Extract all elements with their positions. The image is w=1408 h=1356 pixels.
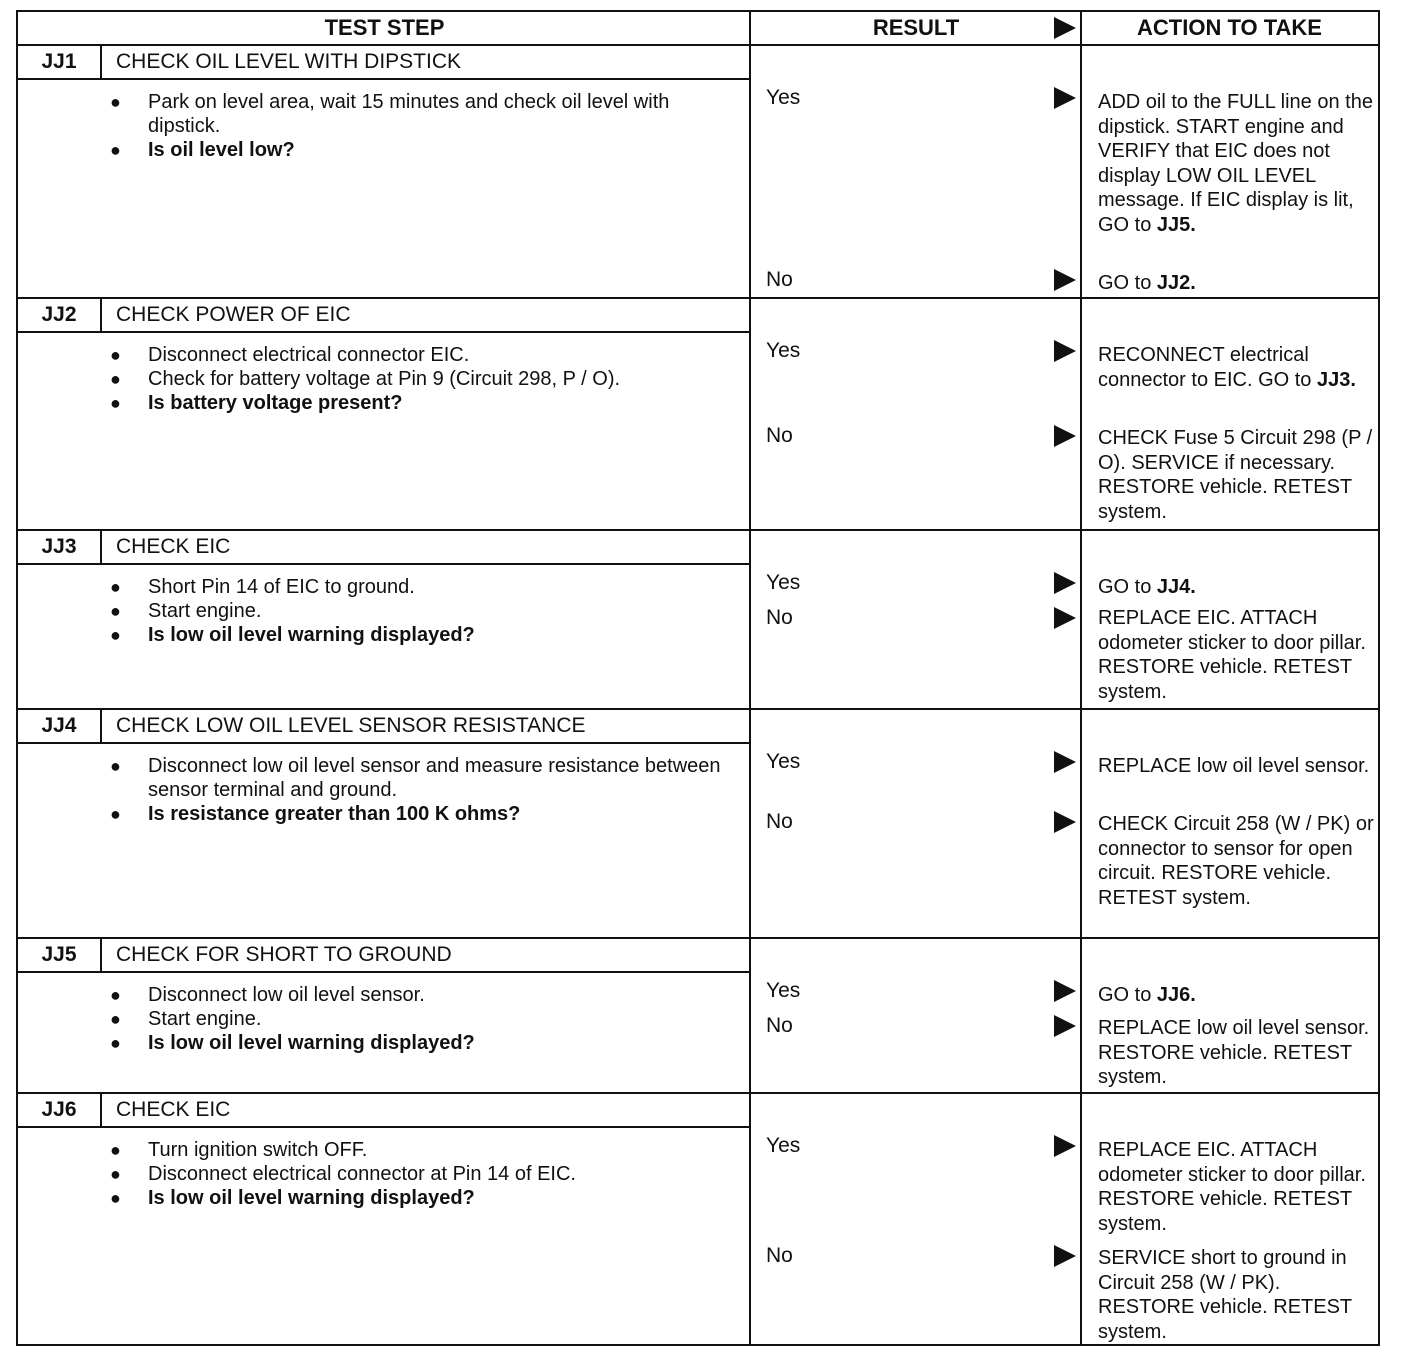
step-instruction: ● Turn ignition switch OFF. (110, 1138, 730, 1162)
yes-arrow-icon (1054, 1135, 1076, 1157)
step-question: ● Is oil level low? (110, 138, 730, 162)
step-instruction: ● Start engine. (110, 599, 730, 623)
step-instructions (110, 1138, 730, 1210)
result-yes: Yes (766, 1134, 801, 1157)
result-yes: Yes (766, 571, 801, 594)
yes-arrow-icon (1054, 572, 1076, 594)
step-id: JJ3 (18, 531, 102, 563)
step-reference: JJ6. (1156, 984, 1196, 1006)
no-arrow-icon (1054, 269, 1076, 291)
step-id: JJ2 (18, 299, 102, 331)
step-instruction: ● Disconnect electrical connector EIC. (110, 343, 730, 367)
step-header (18, 710, 751, 744)
no-arrow-icon (1054, 425, 1076, 447)
action-yes: GO to JJ4. (1098, 576, 1196, 598)
step-title: CHECK LOW OIL LEVEL SENSOR RESISTANCE (116, 714, 586, 737)
step-instruction: ● Disconnect low oil level sensor and measure resistance between sensor terminal and ground. (110, 754, 730, 802)
step-title: CHECK EIC (116, 1098, 231, 1121)
step-reference: JJ5. (1156, 213, 1196, 236)
result-no: No (766, 268, 793, 291)
step-reference: JJ3. (1316, 368, 1356, 391)
action-no: CHECK Circuit 258 (W / PK) or connector to sensor for open circuit. RESTORE vehicle. RETEST system. (1098, 813, 1374, 909)
yes-arrow-icon (1054, 87, 1076, 109)
table-row (18, 1094, 1378, 1348)
table-row (18, 299, 1378, 531)
step-instruction: ● Start engine. (110, 1007, 730, 1031)
step-title: CHECK POWER OF EIC (116, 303, 351, 326)
step-id: JJ4 (18, 710, 102, 742)
step-header (18, 46, 751, 80)
header-result: RESULT (751, 12, 1081, 46)
step-reference: JJ4. (1156, 576, 1196, 598)
yes-arrow-icon (1054, 340, 1076, 362)
step-instruction: ● Disconnect low oil level sensor. (110, 983, 730, 1007)
action-no: SERVICE short to ground in Circuit 258 (W / PK). RESTORE vehicle. RETEST system. (1098, 1247, 1352, 1343)
step-instruction: ● Check for battery voltage at Pin 9 (Circuit 298, P / O). (110, 367, 730, 391)
step-title: CHECK EIC (116, 535, 231, 558)
step-header (18, 531, 751, 565)
header-action: ACTION TO TAKE (1081, 12, 1378, 46)
step-title: CHECK OIL LEVEL WITH DIPSTICK (116, 50, 462, 73)
step-instructions (110, 754, 730, 826)
result-yes: Yes (766, 86, 801, 109)
result-no: No (766, 1014, 793, 1037)
step-instructions (110, 983, 730, 1055)
step-header (18, 299, 751, 333)
result-yes: Yes (766, 750, 801, 773)
step-question: ● Is resistance greater than 100 K ohms? (110, 802, 730, 826)
step-question: ● Is battery voltage present? (110, 391, 730, 415)
step-id: JJ6 (18, 1094, 102, 1126)
action-yes: REPLACE EIC. ATTACH odometer sticker to door pillar. RESTORE vehicle. RETEST system. (1098, 1139, 1366, 1235)
step-instructions (110, 575, 730, 647)
step-id: JJ5 (18, 939, 102, 971)
no-arrow-icon (1054, 1015, 1076, 1037)
no-arrow-icon (1054, 607, 1076, 629)
header-test-step: TEST STEP (18, 12, 751, 46)
step-instructions (110, 343, 730, 415)
step-header (18, 939, 751, 973)
diagnostic-table (16, 10, 1380, 1346)
no-arrow-icon (1054, 811, 1076, 833)
step-title: CHECK FOR SHORT TO GROUND (116, 943, 452, 966)
step-question: ● Is low oil level warning displayed? (110, 1186, 730, 1210)
step-question: ● Is low oil level warning displayed? (110, 1031, 730, 1055)
table-row (18, 46, 1378, 299)
action-yes: RECONNECT electrical connector to EIC. GO to JJ3. (1098, 344, 1356, 391)
step-instruction: ● Disconnect electrical connector at Pin 14 of EIC. (110, 1162, 730, 1186)
column-divider-action (1080, 12, 1082, 1344)
action-no: REPLACE EIC. ATTACH odometer sticker to door pillar. RESTORE vehicle. RETEST system. (1098, 607, 1366, 703)
result-no: No (766, 1244, 793, 1267)
action-yes: GO to JJ6. (1098, 984, 1196, 1006)
table-row (18, 531, 1378, 710)
step-instruction: ● Park on level area, wait 15 minutes and check oil level with dipstick. (110, 90, 730, 138)
result-no: No (766, 810, 793, 833)
yes-arrow-icon (1054, 980, 1076, 1002)
action-yes: REPLACE low oil level sensor. (1098, 755, 1370, 777)
result-yes: Yes (766, 979, 801, 1002)
action-no: REPLACE low oil level sensor. RESTORE vehicle. RETEST system. (1098, 1017, 1370, 1088)
step-instruction: ● Short Pin 14 of EIC to ground. (110, 575, 730, 599)
result-yes: Yes (766, 339, 801, 362)
result-no: No (766, 606, 793, 629)
step-reference: JJ2. (1156, 272, 1196, 294)
action-yes: ADD oil to the FULL line on the dipstick. START engine and VERIFY that EIC does not display LOW OIL LEVEL message. If EIC display is lit, GO to JJ5. (1098, 91, 1373, 236)
no-arrow-icon (1054, 1245, 1076, 1267)
action-no: GO to JJ2. (1098, 272, 1196, 294)
action-no: CHECK Fuse 5 Circuit 298 (P / O). SERVICE if necessary. RESTORE vehicle. RETEST system. (1098, 427, 1373, 523)
header-arrow-icon (1054, 17, 1076, 39)
yes-arrow-icon (1054, 751, 1076, 773)
result-no: No (766, 424, 793, 447)
step-id: JJ1 (18, 46, 102, 78)
table-row (18, 710, 1378, 939)
column-divider-result (749, 12, 751, 1344)
table-row (18, 939, 1378, 1094)
step-header (18, 1094, 751, 1128)
step-instructions (110, 90, 730, 162)
step-question: ● Is low oil level warning displayed? (110, 623, 730, 647)
